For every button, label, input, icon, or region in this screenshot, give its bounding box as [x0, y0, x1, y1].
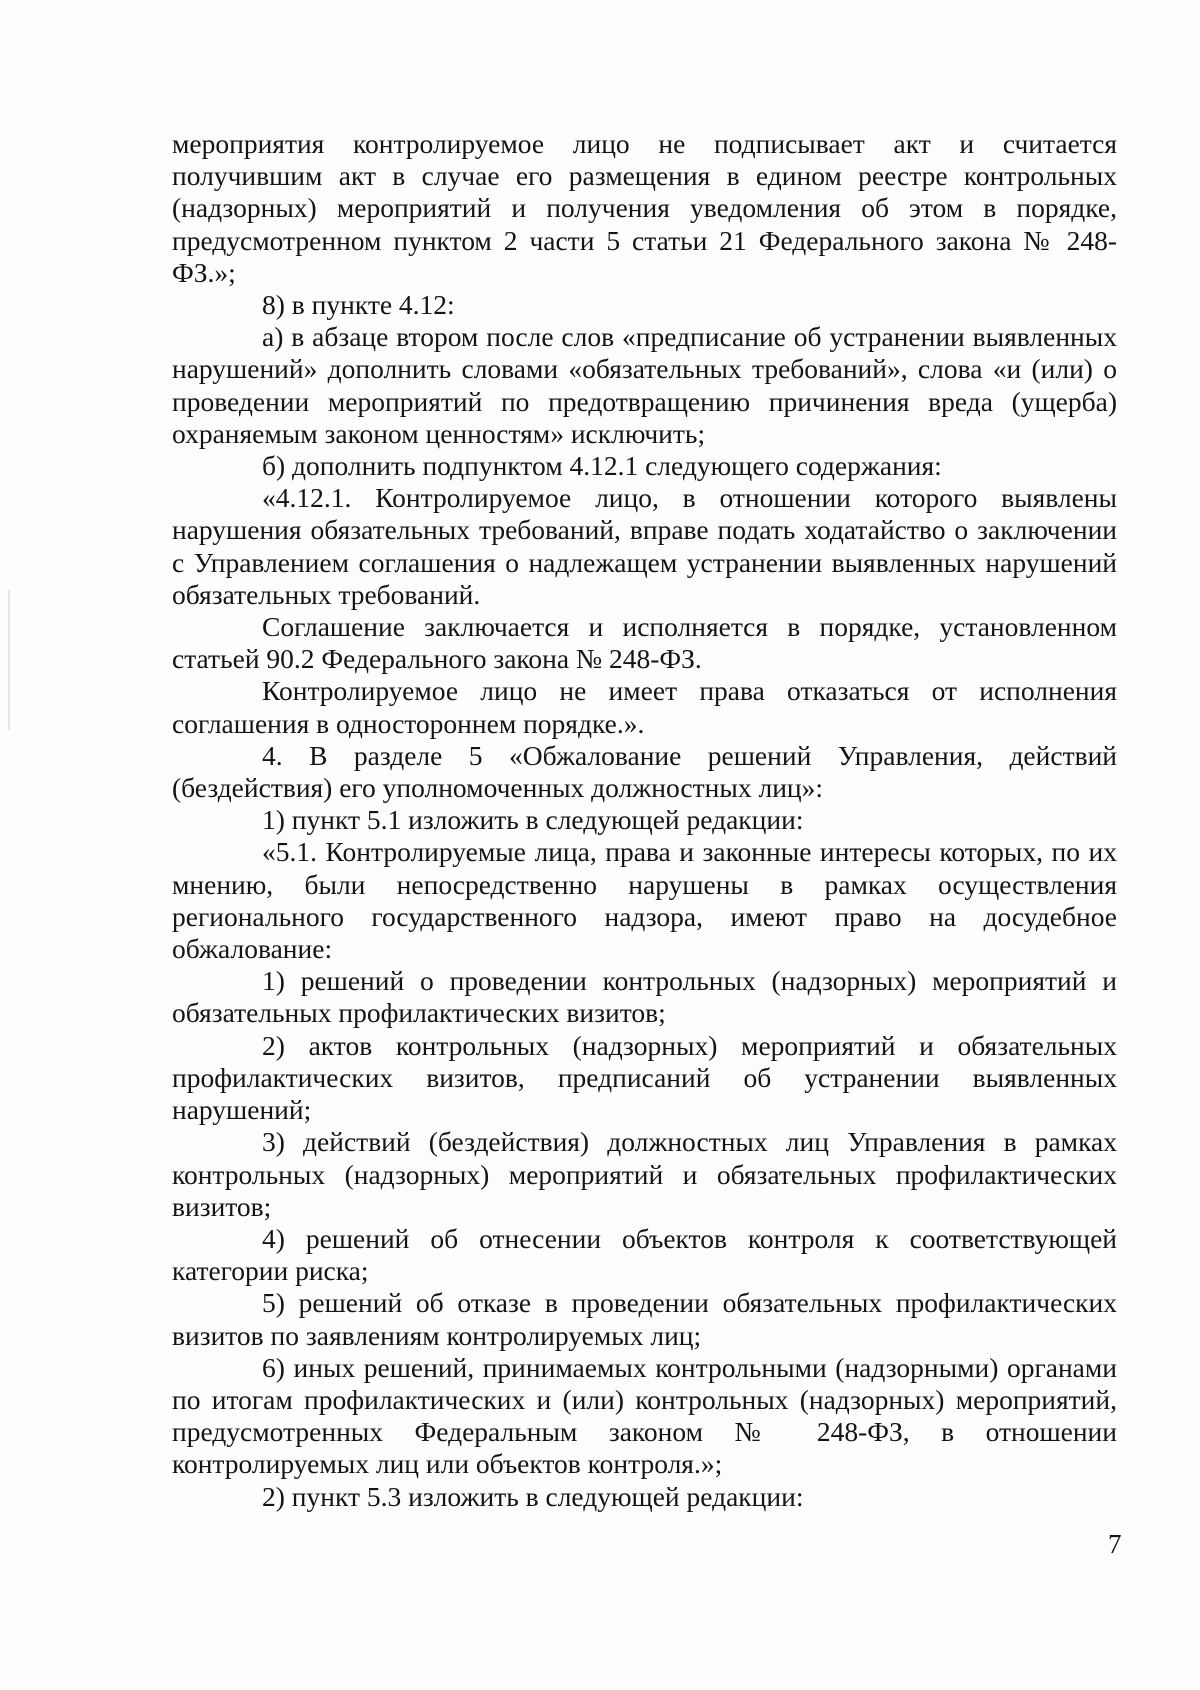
list-item-5: 5) решений об отказе в проведении обязательных профилактических визитов по заявлениям контролируемых лиц; — [172, 1287, 1117, 1351]
paragraph-no-refusal: Контролируемое лицо не имеет права отказаться от исполнения соглашения в одностороннем порядке.». — [172, 675, 1117, 739]
paragraph-section-5: 4. В разделе 5 «Обжалование решений Управления, действий (бездействия) его уполномоченных должностных лиц»: — [172, 739, 1117, 804]
paragraph-item-5-1-intro: 1) пункт 5.1 изложить в следующей редакции: — [262, 804, 804, 836]
page-number: 7 — [1108, 1529, 1122, 1559]
list-item-1: 1) решений о проведении контрольных (надзорных) мероприятий и обязательных профилактических визитов; — [172, 965, 1117, 1029]
paragraph-4-12-1: «4.12.1. Контролируемое лицо, в отношении которого выявлены нарушения обязательных требований, вправе подать ходатайство о заключении с Управлением соглашения о надлежащем устранении выявленных нарушений обязательных требований. — [172, 482, 1117, 610]
paragraph-subitem-a: а) в абзаце втором после слов «предписание об устранении выявленных нарушений» дополнить словами «обязательных требований», слова «и (или) о проведении мероприятий по предотвращению причинения вреда (ущерба) охраняемым законом ценностям» исключить; — [172, 321, 1117, 449]
list-item-6: 6) иных решений, принимаемых контрольными (надзорными) органами по итогам профилактических и (или) контрольных (надзорных) мероприятий, предусмотренных Федеральным законом № 248-ФЗ, в отношении контролируемых лиц или объектов контроля.»; — [172, 1351, 1117, 1480]
paragraph-item-8: 8) в пункте 4.12: — [262, 289, 455, 321]
paragraph-continuation: мероприятия контролируемое лицо не подписывает акт и считается получившим акт в случае его размещения в едином реестре контрольных (надзорных) мероприятий и получения уведомления об этом в порядке, предусмотренном пунктом 2 части 5 статьи 21 Федерального закона № 248-ФЗ.»; — [172, 128, 1117, 288]
paragraph-subitem-b: б) дополнить подпунктом 4.12.1 следующего содержания: — [262, 450, 942, 482]
list-item-2: 2) актов контрольных (надзорных) мероприятий и обязательных профилактических визитов, предписаний об устранении выявленных нарушений; — [172, 1029, 1117, 1126]
scan-edge-mark — [8, 590, 10, 730]
paragraph-item-5-3-intro: 2) пункт 5.3 изложить в следующей редакции: — [262, 1480, 804, 1512]
paragraph-agreement: Соглашение заключается и исполняется в порядке, установленном статьей 90.2 Федерального закона № 248-ФЗ. — [172, 611, 1117, 675]
list-item-3: 3) действий (бездействия) должностных лиц Управления в рамках контрольных (надзорных) мероприятий и обязательных профилактических визитов; — [172, 1126, 1117, 1222]
paragraph-5-1: «5.1. Контролируемые лица, права и законные интересы которых, по их мнению, были непосредственно нарушены в рамках осуществления регионального государственного надзора, имеют право на досудебное обжалование: — [172, 836, 1117, 965]
list-item-4: 4) решений об отнесении объектов контроля к соответствующей категории риска; — [172, 1222, 1117, 1287]
document-body — [172, 128, 1117, 1513]
